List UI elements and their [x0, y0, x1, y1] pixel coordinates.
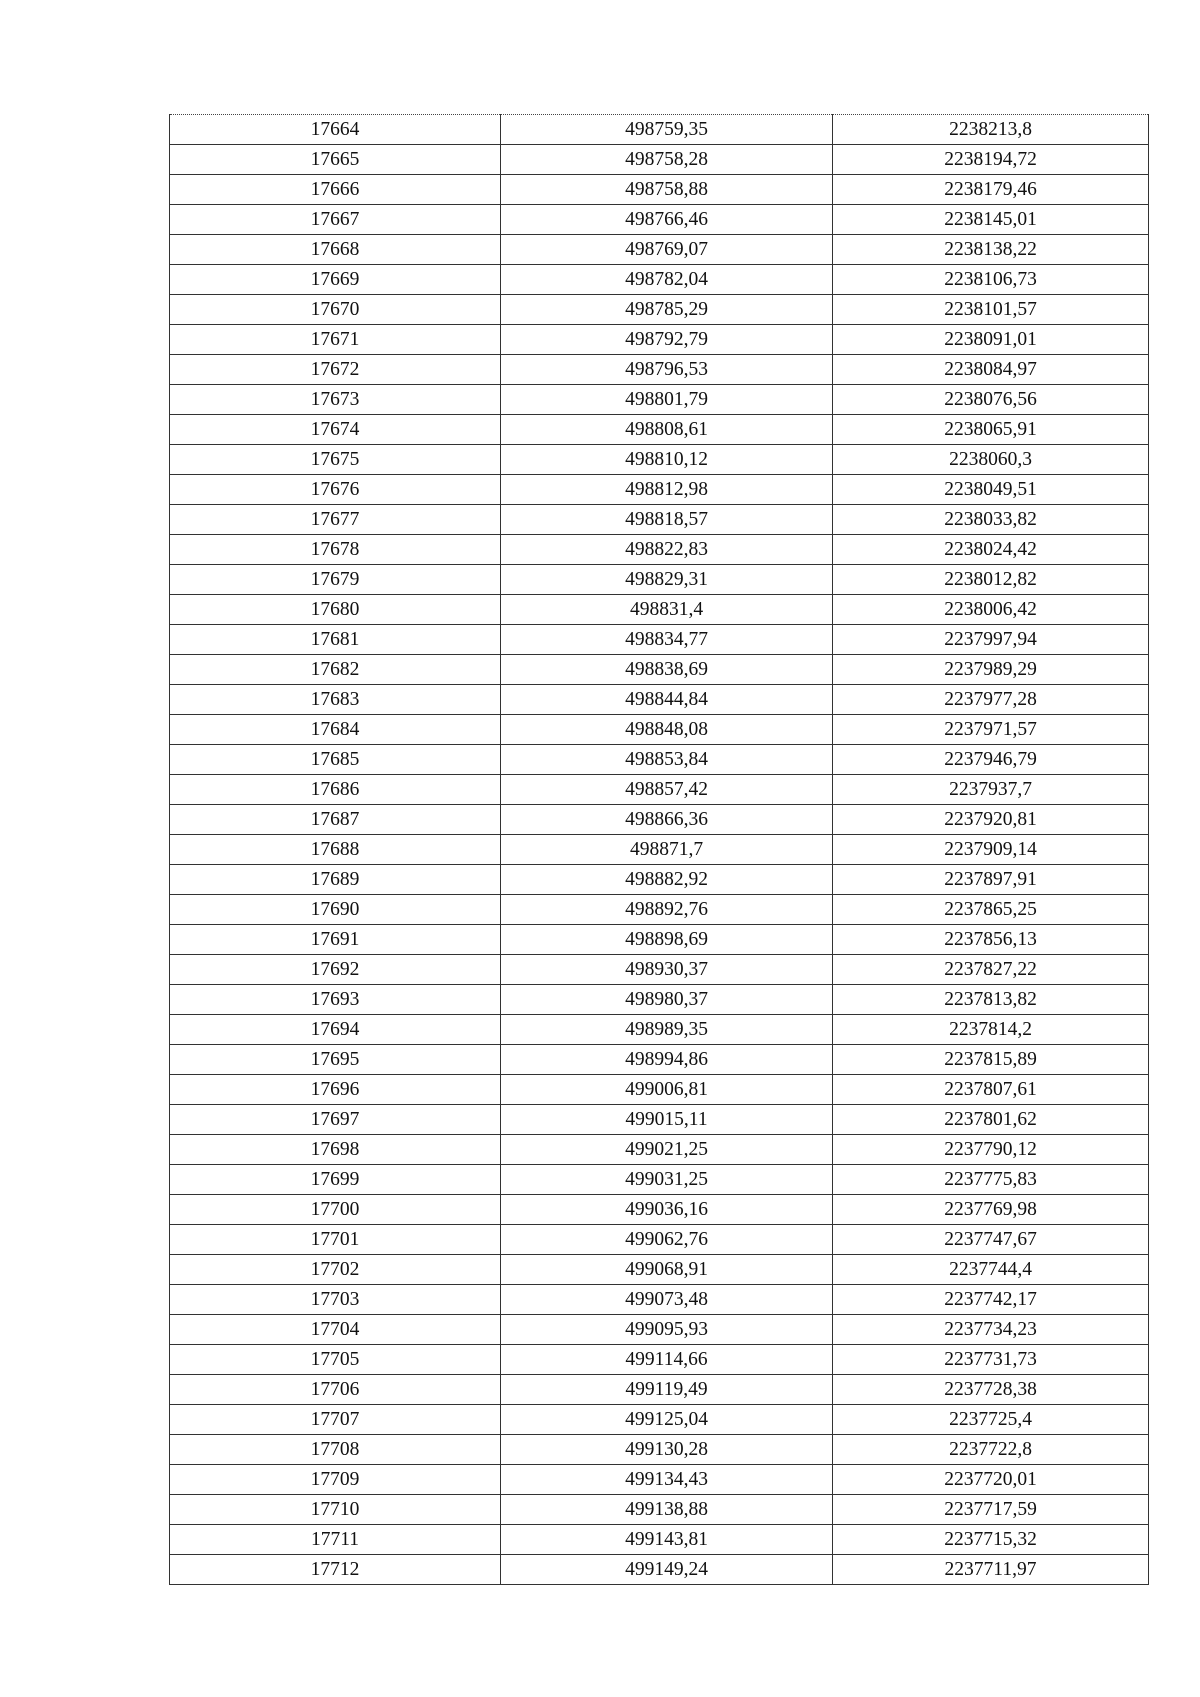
table-row — [170, 565, 1149, 595]
y-coordinate-cell: 2237711,97 — [833, 1555, 1149, 1585]
x-coordinate-cell: 498769,07 — [501, 235, 833, 265]
table-row — [170, 1345, 1149, 1375]
y-coordinate-cell: 2238106,73 — [833, 265, 1149, 295]
table-row — [170, 475, 1149, 505]
x-coordinate-cell: 499095,93 — [501, 1315, 833, 1345]
x-coordinate-cell: 498758,88 — [501, 175, 833, 205]
y-coordinate-cell: 2237807,61 — [833, 1075, 1149, 1105]
y-coordinate-cell: 2237731,73 — [833, 1345, 1149, 1375]
point-number-cell: 17704 — [170, 1315, 501, 1345]
x-coordinate-cell: 499015,11 — [501, 1105, 833, 1135]
point-number-cell: 17710 — [170, 1495, 501, 1525]
x-coordinate-cell: 498844,84 — [501, 685, 833, 715]
y-coordinate-cell: 2237856,13 — [833, 925, 1149, 955]
y-coordinate-cell: 2237815,89 — [833, 1045, 1149, 1075]
table-row — [170, 895, 1149, 925]
x-coordinate-cell: 498812,98 — [501, 475, 833, 505]
point-number-cell: 17687 — [170, 805, 501, 835]
y-coordinate-cell: 2238084,97 — [833, 355, 1149, 385]
y-coordinate-cell: 2237920,81 — [833, 805, 1149, 835]
y-coordinate-cell: 2237744,4 — [833, 1255, 1149, 1285]
point-number-cell: 17665 — [170, 145, 501, 175]
x-coordinate-cell: 498758,28 — [501, 145, 833, 175]
table-row — [170, 1075, 1149, 1105]
point-number-cell: 17695 — [170, 1045, 501, 1075]
x-coordinate-cell: 498792,79 — [501, 325, 833, 355]
y-coordinate-cell: 2237734,23 — [833, 1315, 1149, 1345]
y-coordinate-cell: 2237865,25 — [833, 895, 1149, 925]
table-row — [170, 805, 1149, 835]
point-number-cell: 17675 — [170, 445, 501, 475]
point-number-cell: 17702 — [170, 1255, 501, 1285]
x-coordinate-cell: 498989,35 — [501, 1015, 833, 1045]
y-coordinate-cell: 2238033,82 — [833, 505, 1149, 535]
y-coordinate-cell: 2237801,62 — [833, 1105, 1149, 1135]
table-row — [170, 145, 1149, 175]
point-number-cell: 17664 — [170, 115, 501, 145]
y-coordinate-cell: 2238076,56 — [833, 385, 1149, 415]
x-coordinate-cell: 498980,37 — [501, 985, 833, 1015]
table-row — [170, 295, 1149, 325]
y-coordinate-cell: 2237747,67 — [833, 1225, 1149, 1255]
x-coordinate-cell: 498782,04 — [501, 265, 833, 295]
table-row — [170, 1465, 1149, 1495]
point-number-cell: 17703 — [170, 1285, 501, 1315]
table-row — [170, 715, 1149, 745]
point-number-cell: 17707 — [170, 1405, 501, 1435]
point-number-cell: 17694 — [170, 1015, 501, 1045]
y-coordinate-cell: 2238024,42 — [833, 535, 1149, 565]
point-number-cell: 17683 — [170, 685, 501, 715]
x-coordinate-cell: 498930,37 — [501, 955, 833, 985]
y-coordinate-cell: 2238065,91 — [833, 415, 1149, 445]
table-row — [170, 985, 1149, 1015]
table-row — [170, 775, 1149, 805]
x-coordinate-cell: 498857,42 — [501, 775, 833, 805]
point-number-cell: 17701 — [170, 1225, 501, 1255]
table-row — [170, 1435, 1149, 1465]
table-row — [170, 265, 1149, 295]
x-coordinate-cell: 498808,61 — [501, 415, 833, 445]
x-coordinate-cell: 499138,88 — [501, 1495, 833, 1525]
y-coordinate-cell: 2238213,8 — [833, 115, 1149, 145]
point-number-cell: 17693 — [170, 985, 501, 1015]
point-number-cell: 17708 — [170, 1435, 501, 1465]
point-number-cell: 17698 — [170, 1135, 501, 1165]
x-coordinate-cell: 499062,76 — [501, 1225, 833, 1255]
y-coordinate-cell: 2238145,01 — [833, 205, 1149, 235]
table-row — [170, 865, 1149, 895]
y-coordinate-cell: 2237897,91 — [833, 865, 1149, 895]
table-row — [170, 1255, 1149, 1285]
point-number-cell: 17673 — [170, 385, 501, 415]
y-coordinate-cell: 2238179,46 — [833, 175, 1149, 205]
y-coordinate-cell: 2237728,38 — [833, 1375, 1149, 1405]
x-coordinate-cell: 498882,92 — [501, 865, 833, 895]
x-coordinate-cell: 498759,35 — [501, 115, 833, 145]
table-row — [170, 235, 1149, 265]
y-coordinate-cell: 2237775,83 — [833, 1165, 1149, 1195]
x-coordinate-cell: 498801,79 — [501, 385, 833, 415]
x-coordinate-cell: 498834,77 — [501, 625, 833, 655]
table-row — [170, 925, 1149, 955]
table-row — [170, 175, 1149, 205]
x-coordinate-cell: 498871,7 — [501, 835, 833, 865]
table-row — [170, 1495, 1149, 1525]
x-coordinate-cell: 498822,83 — [501, 535, 833, 565]
x-coordinate-cell: 499119,49 — [501, 1375, 833, 1405]
table-row — [170, 595, 1149, 625]
x-coordinate-cell: 498994,86 — [501, 1045, 833, 1075]
point-number-cell: 17679 — [170, 565, 501, 595]
x-coordinate-cell: 498848,08 — [501, 715, 833, 745]
y-coordinate-cell: 2237909,14 — [833, 835, 1149, 865]
y-coordinate-cell: 2237946,79 — [833, 745, 1149, 775]
table-row — [170, 385, 1149, 415]
point-number-cell: 17666 — [170, 175, 501, 205]
table-row — [170, 1285, 1149, 1315]
point-number-cell: 17672 — [170, 355, 501, 385]
point-number-cell: 17696 — [170, 1075, 501, 1105]
point-number-cell: 17668 — [170, 235, 501, 265]
table-row — [170, 1165, 1149, 1195]
point-number-cell: 17691 — [170, 925, 501, 955]
table-row — [170, 1045, 1149, 1075]
x-coordinate-cell: 499006,81 — [501, 1075, 833, 1105]
x-coordinate-cell: 499114,66 — [501, 1345, 833, 1375]
x-coordinate-cell: 498829,31 — [501, 565, 833, 595]
point-number-cell: 17688 — [170, 835, 501, 865]
point-number-cell: 17706 — [170, 1375, 501, 1405]
table-row — [170, 955, 1149, 985]
table-row — [170, 1225, 1149, 1255]
point-number-cell: 17682 — [170, 655, 501, 685]
y-coordinate-cell: 2237989,29 — [833, 655, 1149, 685]
point-number-cell: 17699 — [170, 1165, 501, 1195]
x-coordinate-cell: 499036,16 — [501, 1195, 833, 1225]
table-row — [170, 1525, 1149, 1555]
x-coordinate-cell: 498831,4 — [501, 595, 833, 625]
point-number-cell: 17676 — [170, 475, 501, 505]
y-coordinate-cell: 2237715,32 — [833, 1525, 1149, 1555]
point-number-cell: 17677 — [170, 505, 501, 535]
x-coordinate-cell: 499130,28 — [501, 1435, 833, 1465]
x-coordinate-cell: 499125,04 — [501, 1405, 833, 1435]
table-row — [170, 625, 1149, 655]
point-number-cell: 17680 — [170, 595, 501, 625]
y-coordinate-cell: 2237717,59 — [833, 1495, 1149, 1525]
y-coordinate-cell: 2237769,98 — [833, 1195, 1149, 1225]
coordinates-table-body — [170, 115, 1149, 1585]
table-row — [170, 685, 1149, 715]
x-coordinate-cell: 498818,57 — [501, 505, 833, 535]
x-coordinate-cell: 498796,53 — [501, 355, 833, 385]
x-coordinate-cell: 498853,84 — [501, 745, 833, 775]
y-coordinate-cell: 2237814,2 — [833, 1015, 1149, 1045]
table-row — [170, 205, 1149, 235]
point-number-cell: 17674 — [170, 415, 501, 445]
x-coordinate-cell: 499021,25 — [501, 1135, 833, 1165]
y-coordinate-cell: 2238060,3 — [833, 445, 1149, 475]
x-coordinate-cell: 498785,29 — [501, 295, 833, 325]
table-row — [170, 655, 1149, 685]
table-row — [170, 115, 1149, 145]
y-coordinate-cell: 2237827,22 — [833, 955, 1149, 985]
table-row — [170, 1555, 1149, 1585]
table-row — [170, 1405, 1149, 1435]
coordinates-table — [169, 114, 1149, 1585]
table-row — [170, 535, 1149, 565]
table-row — [170, 1135, 1149, 1165]
x-coordinate-cell: 498892,76 — [501, 895, 833, 925]
x-coordinate-cell: 499143,81 — [501, 1525, 833, 1555]
point-number-cell: 17689 — [170, 865, 501, 895]
table-row — [170, 325, 1149, 355]
x-coordinate-cell: 499031,25 — [501, 1165, 833, 1195]
point-number-cell: 17681 — [170, 625, 501, 655]
table-row — [170, 835, 1149, 865]
table-row — [170, 355, 1149, 385]
table-row — [170, 505, 1149, 535]
y-coordinate-cell: 2237725,4 — [833, 1405, 1149, 1435]
y-coordinate-cell: 2238138,22 — [833, 235, 1149, 265]
y-coordinate-cell: 2238006,42 — [833, 595, 1149, 625]
table-row — [170, 1105, 1149, 1135]
point-number-cell: 17690 — [170, 895, 501, 925]
table-row — [170, 1195, 1149, 1225]
point-number-cell: 17705 — [170, 1345, 501, 1375]
point-number-cell: 17671 — [170, 325, 501, 355]
y-coordinate-cell: 2237937,7 — [833, 775, 1149, 805]
y-coordinate-cell: 2238101,57 — [833, 295, 1149, 325]
y-coordinate-cell: 2238049,51 — [833, 475, 1149, 505]
x-coordinate-cell: 499134,43 — [501, 1465, 833, 1495]
x-coordinate-cell: 498866,36 — [501, 805, 833, 835]
y-coordinate-cell: 2237813,82 — [833, 985, 1149, 1015]
y-coordinate-cell: 2237977,28 — [833, 685, 1149, 715]
point-number-cell: 17709 — [170, 1465, 501, 1495]
x-coordinate-cell: 499149,24 — [501, 1555, 833, 1585]
table-row — [170, 445, 1149, 475]
point-number-cell: 17712 — [170, 1555, 501, 1585]
y-coordinate-cell: 2237790,12 — [833, 1135, 1149, 1165]
y-coordinate-cell: 2237997,94 — [833, 625, 1149, 655]
y-coordinate-cell: 2237720,01 — [833, 1465, 1149, 1495]
point-number-cell: 17697 — [170, 1105, 501, 1135]
point-number-cell: 17700 — [170, 1195, 501, 1225]
y-coordinate-cell: 2238194,72 — [833, 145, 1149, 175]
table-row — [170, 1375, 1149, 1405]
x-coordinate-cell: 498838,69 — [501, 655, 833, 685]
point-number-cell: 17678 — [170, 535, 501, 565]
y-coordinate-cell: 2237722,8 — [833, 1435, 1149, 1465]
point-number-cell: 17711 — [170, 1525, 501, 1555]
x-coordinate-cell: 499068,91 — [501, 1255, 833, 1285]
point-number-cell: 17684 — [170, 715, 501, 745]
point-number-cell: 17686 — [170, 775, 501, 805]
point-number-cell: 17692 — [170, 955, 501, 985]
x-coordinate-cell: 499073,48 — [501, 1285, 833, 1315]
point-number-cell: 17667 — [170, 205, 501, 235]
x-coordinate-cell: 498810,12 — [501, 445, 833, 475]
y-coordinate-cell: 2238012,82 — [833, 565, 1149, 595]
table-row — [170, 1015, 1149, 1045]
x-coordinate-cell: 498898,69 — [501, 925, 833, 955]
y-coordinate-cell: 2238091,01 — [833, 325, 1149, 355]
y-coordinate-cell: 2237742,17 — [833, 1285, 1149, 1315]
point-number-cell: 17670 — [170, 295, 501, 325]
table-row — [170, 745, 1149, 775]
table-row — [170, 1315, 1149, 1345]
table-row — [170, 415, 1149, 445]
y-coordinate-cell: 2237971,57 — [833, 715, 1149, 745]
point-number-cell: 17685 — [170, 745, 501, 775]
point-number-cell: 17669 — [170, 265, 501, 295]
x-coordinate-cell: 498766,46 — [501, 205, 833, 235]
